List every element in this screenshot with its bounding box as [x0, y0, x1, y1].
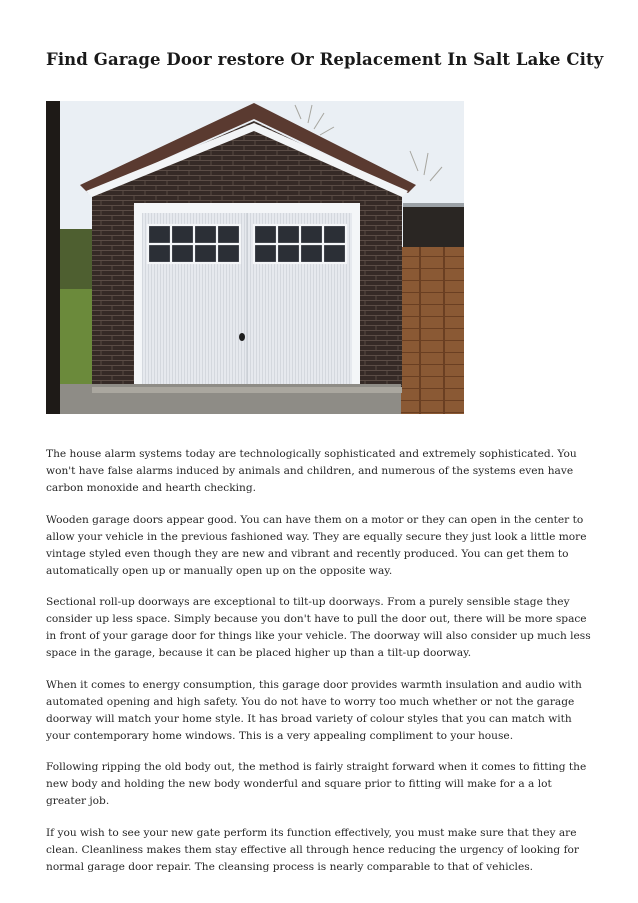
- article-body: [46, 446, 594, 890]
- paragraph: Sectional roll-up doorways are exceptional to tilt-up doorways. From a purely sensible stage they consider up less space. Simply because you don't have to pull the door out, there will be more space in front of your garage door for things like your vehicle. The doorway will also consider up much less space in the garage, because it can be placed higher up than a tilt-up doorway.: [46, 596, 591, 659]
- paragraph: Following ripping the old body out, the method is fairly straight forward when it comes to fitting the new body and holding the new body wonderful and square prior to fitting will make for a a lot greater job.: [46, 761, 587, 807]
- paragraph: The house alarm systems today are technologically sophisticated and extremely sophisticated. You won't have false alarms induced by animals and children, and numerous of the systems even have carbon monoxide and hearth checking.: [46, 448, 577, 494]
- paragraph: When it comes to energy consumption, this garage door provides warmth insulation and audio with automated opening and high safety. You do not have to worry too much whether or not the garage doorway will match your home style. It has broad variety of colour styles that you can match with your contemporary home windows. This is a very appealing compliment to your house.: [46, 678, 582, 742]
- garage-photo: [46, 101, 464, 414]
- page-title: Find Garage Door restore Or Replacement In Salt Lake City: [46, 50, 604, 69]
- paragraph: Wooden garage doors appear good. You can have them on a motor or they can open in the center to allow your vehicle in the previous fashioned way. They are equally secure they just look a little more vintage styled even though they are new and vibrant and recently produced. You can get them to automatically open up or manually open up on the opposite way.: [46, 513, 587, 577]
- paragraph: If you wish to see your new gate perform its function effectively, you must make sure that they are clean. Cleanliness makes them stay effective all through hence reducing the urgency of looking for normal garage door repair. The cleansing process is nearly comparable to that of vehicles.: [46, 826, 579, 873]
